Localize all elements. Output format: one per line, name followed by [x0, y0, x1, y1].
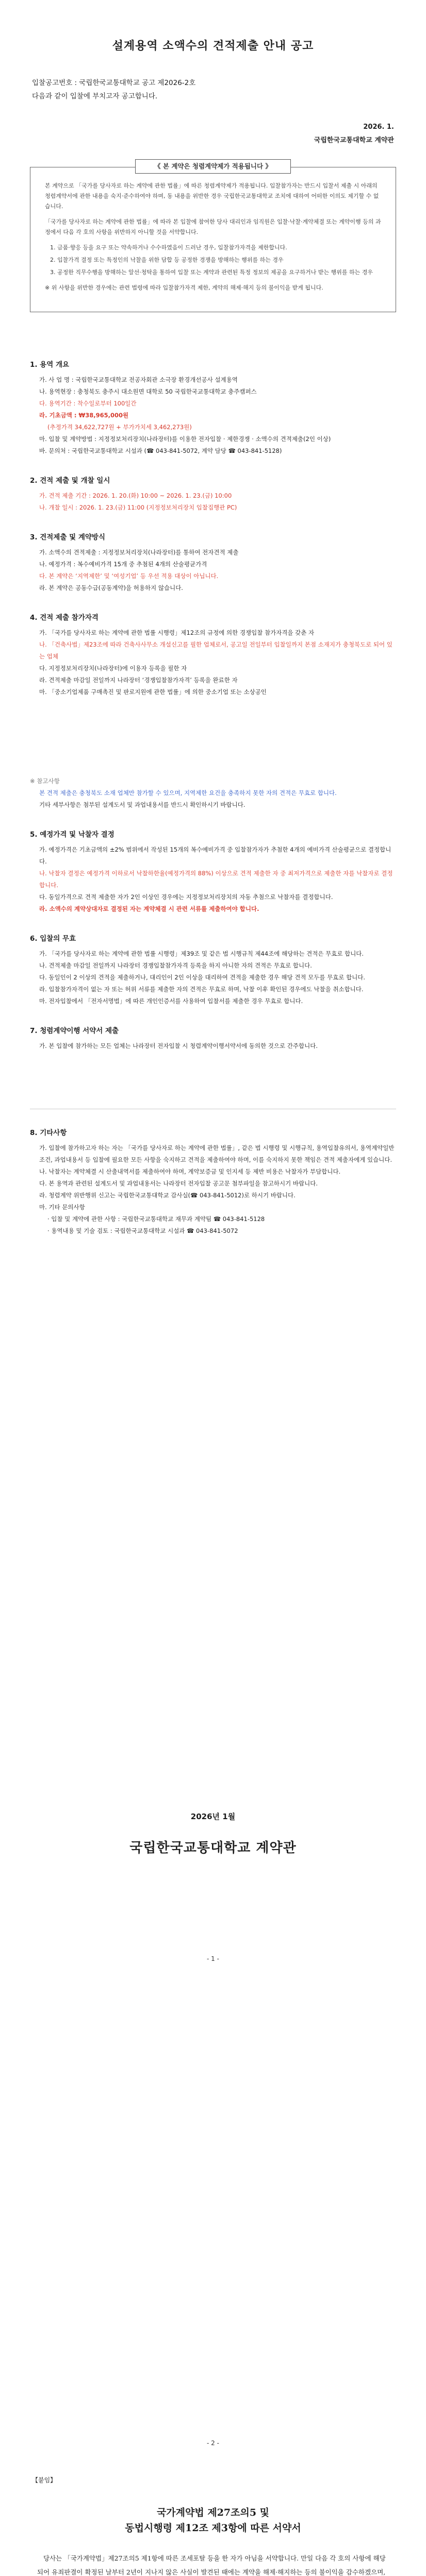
award-line: 가. 예정가격은 기초금액의 ±2% 범위에서 작성된 15개의 복수예비가격 중 입찰참가자가 추첨한 4개의 예비가격 산술평균으로 결정합니다. — [39, 846, 391, 865]
issuer-name: 국립한국교통대학교 계약관 — [314, 137, 394, 144]
integrity-para-1: 본 계약으로 「국가를 당사자로 하는 계약에 관한 법률」에 따른 청렴계약제가 적용됩니다. 입찰참가자는 반드시 입찰서 제출 시 아래의 청렴계약서에 관한 내용을 숙지·준수하여야 하며, 동 내용을 위반한 경우 국립한국교통대학교 조치에 대하여 어떠한 이의도 제기할 수 없습니다. — [45, 182, 379, 210]
section-heading: 6. 입찰의 무효 — [30, 935, 76, 943]
integrity-item: 3. 공정한 직무수행을 방해하는 알선·청탁을 통하여 입찰 또는 계약과 관련된 특정 정보의 제공을 요구하거나 받는 행위를 하는 경우 — [50, 269, 373, 276]
schedule-line — [30, 502, 396, 514]
integrity-item: 2. 입찰가격 결정 또는 특정인의 낙찰을 위한 담합 등 공정한 경쟁을 방해하는 행위를 하는 경우 — [50, 257, 284, 263]
section-misc — [30, 1127, 396, 1237]
issue-block — [0, 121, 394, 147]
misc-line: 마. 기타 문의사항 — [39, 1204, 85, 1211]
section-integrity-pledge — [30, 1025, 396, 1052]
section-eligibility — [30, 612, 396, 698]
overview-line: 다. 용역기간 : 착수일로부터 100일간 — [39, 400, 137, 407]
eligibility-line: 가. 「국가를 당사자로 하는 계약에 관한 법률 시행령」제12조의 규정에 의한 경쟁입찰 참가자격을 갖춘 자 — [39, 629, 315, 636]
award-line: 나. 낙찰자 결정은 예정가격 이하로서 낙찰하한율(예정가격의 88%) 이상으로 견적 제출한 자 중 최저가격으로 제출한 자를 낙찰자로 결정합니다. — [39, 870, 393, 889]
section-overview — [30, 359, 396, 457]
note-text: 본 견적 제출은 충청북도 소재 업체만 참가할 수 있으며, 지역제한 요건을 충족하지 못한 자의 견적은 무효로 합니다. — [39, 789, 337, 796]
integrity-box — [30, 162, 396, 312]
attachment-title-line: 국가계약법 제27조의5 및 — [156, 2507, 270, 2518]
attachment-title-line: 동법시행령 제12조 제3항에 따른 서약서 — [125, 2522, 301, 2534]
misc-line: · 입찰 및 계약에 관한 사항 : 국립한국교통대학교 재무과 계약팀 ☎ 043-841-5128 — [47, 1215, 265, 1223]
notice-number — [32, 76, 394, 103]
note-label: ※ 참고사항 — [30, 777, 60, 785]
overview-line: 가. 사 업 명 : 국립한국교통대학교 전공자회관 소극장 환경개선공사 설계용역 — [39, 376, 238, 383]
section-note — [30, 775, 396, 811]
method-line: 라. 본 계약은 공동수급(공동계약)을 허용하지 않습니다. — [39, 584, 183, 591]
page-2 — [0, 1770, 426, 2455]
overview-line: 라. 기초금액 : ₩38,965,000원 — [39, 412, 129, 419]
eligibility-line: 나. 「건축사법」제23조에 따라 건축사사무소 개설신고를 필한 업체로서, 공고일 전일부터 입찰일까지 본점 소재지가 충청북도로 되어 있는 업체 — [39, 641, 392, 660]
invalid-line: 다. 동일인이 2 이상의 견적을 제출하거나, 대리인이 2인 이상을 대리하여 견적을 제출한 경우 해당 견적 모두를 무효로 합니다. — [39, 974, 366, 981]
overview-line: (추정가격 34,622,727원 + 부가가치세 3,462,273원) — [47, 423, 192, 431]
misc-line: · 용역내용 및 기술 검토 : 국립한국교통대학교 시설과 ☎ 043-841-5072 — [47, 1227, 238, 1234]
integrity-para-2: 「국가를 당사자로 하는 계약에 관한 법률」에 따라 본 입찰에 참여한 당사 대리인과 임직원은 입찰·낙찰·계약체결 또는 계약이행 등의 과정에서 다음 각 호의 사항을 위반하지 아니할 것을 서약합니다. — [45, 218, 381, 235]
section-heading: 2. 견적 제출 및 개찰 일시 — [30, 477, 110, 485]
section-heading: 8. 기타사항 — [30, 1129, 67, 1137]
section-heading: 7. 청렴계약이행 서약서 제출 — [30, 1027, 119, 1035]
eligibility-line: 마. 「중소기업제품 구매촉진 및 판로지원에 관한 법률」에 의한 중소기업 또는 소상공인 — [39, 688, 267, 696]
page-number: - 1 - — [207, 1955, 219, 1962]
integrity-tail: ※ 위 사항을 위반한 경우에는 관련 법령에 따라 입찰참가자격 제한, 계약의 해제·해지 등의 불이익을 받게 됩니다. — [45, 284, 323, 291]
award-line: 라. 소액수의 계약상대자로 결정된 자는 계약체결 시 관련 서류를 제출하여야 합니다. — [39, 905, 259, 912]
pledge-line: 가. 본 입찰에 참가하는 모든 업체는 나라장터 전자입찰 시 청렴계약이행서약서에 동의한 것으로 간주합니다. — [39, 1042, 318, 1049]
closing-org: 국립한국교통대학교 계약관 — [129, 1840, 297, 1856]
schedule-line — [30, 490, 396, 502]
misc-line: 나. 낙찰자는 계약체결 시 산출내역서를 제출하여야 하며, 계약보증금 및 인지세 등 제반 비용은 낙찰자가 부담합니다. — [39, 1168, 341, 1175]
method-line: 나. 예정가격 : 복수예비가격 15개 중 추첨된 4개의 산술평균가격 — [39, 561, 207, 568]
attachment-intro: 당사는 「국가계약법」제27조의5 제1항에 따른 조세포탈 등을 한 자가 아님을 서약합니다. 만일 다음 각 호의 사항에 해당되어 유죄판결이 확정된 날부터 2년이 지나지 않은 사실이 발견된 때에는 계약을 해제·해지하는 등의 불이익을 감수하겠으며, — [37, 2554, 386, 2576]
attachment-title — [0, 2505, 426, 2536]
invalid-line: 마. 전자입찰에서 「전자서명법」에 따른 개인인증서를 사용하여 입찰서를 제출한 경우 무효로 합니다. — [39, 997, 303, 1005]
misc-line: 다. 본 용역과 관련된 설계도서 및 과업내용서는 나라장터 전자입찰 공고문 첨부파일을 참고하시기 바랍니다. — [39, 1180, 318, 1187]
page-3 — [0, 2455, 426, 2576]
invalid-line: 라. 입찰참가자격이 없는 자 또는 허위 서류를 제출한 자의 견적은 무효로 하며, 낙찰 이후 확인된 경우에도 낙찰을 취소합니다. — [39, 986, 364, 993]
schedule-text: 가. 견적 제출 기간 : 2026. 1. 20.(화) 10:00 ~ 2026. 1. 23.(금) 10:00 — [39, 492, 232, 499]
section-invalid — [30, 933, 396, 1007]
method-line: 다. 본 계약은 ‘지역제한’ 및 ‘여성기업’ 등 우선 적용 대상이 아닙니다. — [39, 572, 219, 580]
award-line: 다. 동일가격으로 견적 제출한 자가 2인 이상인 경우에는 지정정보처리장치의 자동 추첨으로 낙찰자를 결정합니다. — [39, 893, 333, 901]
page-number: - 2 - — [207, 2439, 219, 2447]
overview-line: 나. 용역현장 : 충청북도 충주시 대소원면 대학로 50 국립한국교통대학교 충주캠퍼스 — [39, 388, 257, 395]
invalid-line: 가. 「국가를 당사자로 하는 계약에 관한 법률 시행령」제39조 및 같은 법 시행규칙 제44조에 해당하는 견적은 무효로 합니다. — [39, 950, 364, 957]
misc-line: 가. 입찰에 참가하고자 하는 자는 「국가를 당사자로 하는 계약에 관한 법률」, 같은 법 시행령 및 시행규칙, 용역입찰유의서, 용역계약일반조건, 과업내용서 등 입찰에 필요한 모든 사항을 숙지하고 견적을 제출하여야 하며, 이를 숙지하지 못한 책임은 견적 제출자에게 있습니다. — [39, 1144, 395, 1163]
integrity-item: 1. 금품·향응 등을 요구 또는 약속하거나 수수하였음이 드러난 경우, 입찰참가자격을 제한합니다. — [50, 244, 287, 251]
notice-no-text: 입찰공고번호 : 국립한국교통대학교 공고 제2026-2호 — [32, 79, 196, 87]
section-schedule — [30, 474, 396, 514]
note-line: 기타 세부사항은 첨부된 설계도서 및 과업내용서를 반드시 확인하시기 바랍니다. — [39, 801, 245, 808]
section-heading: 3. 견적제출 및 계약방식 — [30, 533, 105, 541]
method-line: 가. 소액수의 견적제출 : 지정정보처리장치(나라장터)를 통하여 전자견적 제출 — [39, 549, 239, 556]
overview-line: 바. 문의처 : 국립한국교통대학교 시설과 (☎ 043-841-5072, 계약 담당 ☎ 043-841-5128) — [39, 447, 282, 454]
page-title: 설계용역 소액수의 견적제출 안내 공고 — [112, 40, 314, 53]
section-method — [30, 531, 396, 594]
invalid-line: 나. 견적제출 마감일 전일까지 나라장터 경쟁입찰참가자격 등록을 하지 아니한 자의 견적은 무효로 합니다. — [39, 962, 312, 969]
eligibility-line: 라. 견적제출 마감일 전일까지 나라장터 ‘경쟁입찰참가자격’ 등록을 완료한 자 — [39, 676, 238, 684]
overview-line: 마. 입찰 및 계약방법 : 지정정보처리장치(나라장터)를 이용한 전자입찰 · 제한경쟁 · 소액수의 견적제출(2인 이상) — [39, 435, 331, 443]
section-heading: 4. 견적 제출 참가자격 — [30, 614, 99, 622]
attachment-body — [37, 2551, 389, 2576]
note-line — [30, 787, 396, 799]
closing-date: 2026년 1월 — [190, 1812, 236, 1821]
section-heading: 5. 예정가격 및 낙찰자 결정 — [30, 831, 114, 839]
attachment-label: 【붙임】 — [32, 2477, 57, 2484]
misc-line: 라. 청렴계약 위반행위 신고는 국립한국교통대학교 감사실(☎ 043-841-5012)로 하시기 바랍니다. — [39, 1192, 296, 1199]
schedule-text: 나. 개찰 일시 : 2026. 1. 23.(금) 11:00 (지정정보처리장치 입찰집행관 PC) — [39, 504, 237, 511]
closing-block — [0, 1811, 426, 1856]
intro-text: 다음과 같이 입찰에 부치고자 공고합니다. — [32, 92, 158, 100]
integrity-box-title: 《 본 계약은 청렴계약제가 적용됩니다 》 — [135, 159, 291, 174]
section-heading: 1. 용역 개요 — [30, 361, 70, 369]
issue-date: 2026. 1. — [363, 123, 394, 131]
section-award — [30, 828, 396, 915]
eligibility-line: 다. 지정정보처리장치(나라장터)에 이용자 등록을 필한 자 — [39, 665, 187, 672]
